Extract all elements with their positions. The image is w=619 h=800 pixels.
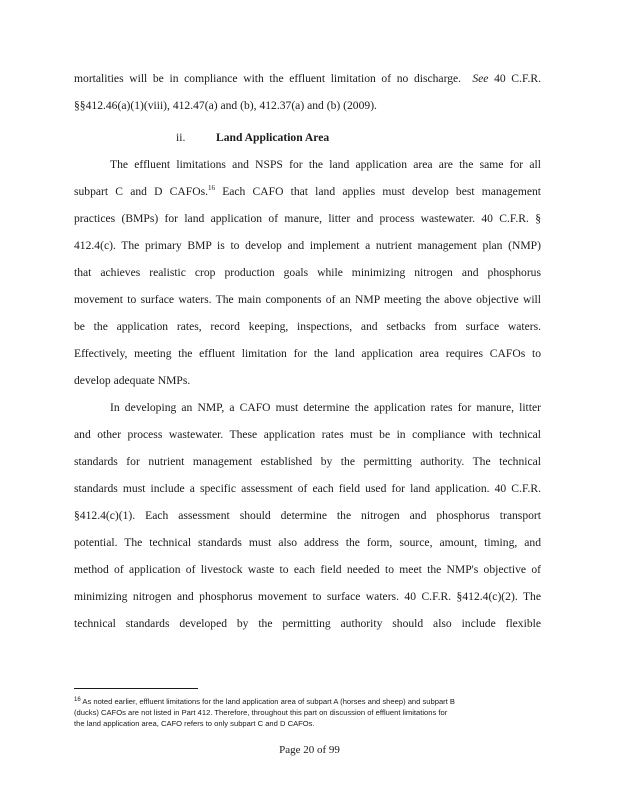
footnote-line-3: the land application area, CAFO refers to only subpart C and D CAFOs. [74,719,315,728]
page-number: Page 20 of 99 [279,744,340,756]
body-line-7: 412.4(c). The primary BMP is to develop and implement a nutrient management plan (NMP) [74,239,541,252]
section-number: ii. [176,131,186,144]
footnote-number: 16 [74,697,81,703]
body-line-12: develop adequate NMPs. [74,374,191,387]
footnote-ref: 16 [208,184,216,192]
body-line-8: that achieves realistic crop production goals while minimizing nitrogen and phosphorus [74,266,541,279]
body-line-19: method of application of livestock waste to each field needed to meet the NMP's objective of [74,563,541,576]
body-line-14: and other process wastewater. These application rates must be in compliance with technical [74,428,541,441]
footnote-line-2: (ducks) CAFOs are not listed in Part 412. Therefore, throughout this part on discussion of effluent limitations for [74,708,448,717]
body-line-17: §412.4(c)(1). Each assessment should determine the nitrogen and phosphorus transport [74,509,541,522]
body-line-4: The effluent limitations and NSPS for the land application area are the same for all [110,158,541,171]
body-line-10: be the application rates, record keeping, inspections, and setbacks from surface waters. [74,320,541,333]
section-title: Land Application Area [216,131,330,144]
citation-signal: See [472,72,489,85]
body-line-5: subpart C and D CAFOs.$^{16}$ Each CAFO that land applies must develop best management [74,184,542,198]
body-line-1: mortalities will be in compliance with the effluent limitation of no discharge. See 40 C.F.R. [74,72,541,85]
body-line-18: potential. The technical standards must also address the form, source, amount, timing, and [74,536,541,549]
body-line-9: movement to surface waters. The main components of an NMP meeting the above objective will [74,293,541,306]
body-line-16: standards must include a specific assessment of each field used for land application. 40 C.F.R. [74,482,541,495]
body-line-21: technical standards developed by the permitting authority should also include flexible [74,617,541,630]
body-line-15: standards for nutrient management established by the permitting authority. The technical [74,455,541,468]
body-line-13: In developing an NMP, a CAFO must determine the application rates for manure, litter [110,401,541,414]
section-heading [176,131,329,145]
body-line-20: minimizing nitrogen and phosphorus movement to surface waters. 40 C.F.R. §412.4(c)(2). The [74,590,541,603]
body-line-11: Effectively, meeting the effluent limitation for the land application area requires CAFOs to [74,347,541,360]
footnote-line-1: $^{16}$ As noted earlier, effluent limitations for the land application area of subpart A (horses and sheep) and subpart B [74,697,455,706]
body-line-2: §§412.46(a)(1)(viii), 412.47(a) and (b), 412.37(a) and (b) (2009). [74,99,377,112]
footnote-divider [74,688,198,689]
body-line-6: practices (BMPs) for land application of manure, litter and process wastewater. 40 C.F.R. § [74,212,541,225]
